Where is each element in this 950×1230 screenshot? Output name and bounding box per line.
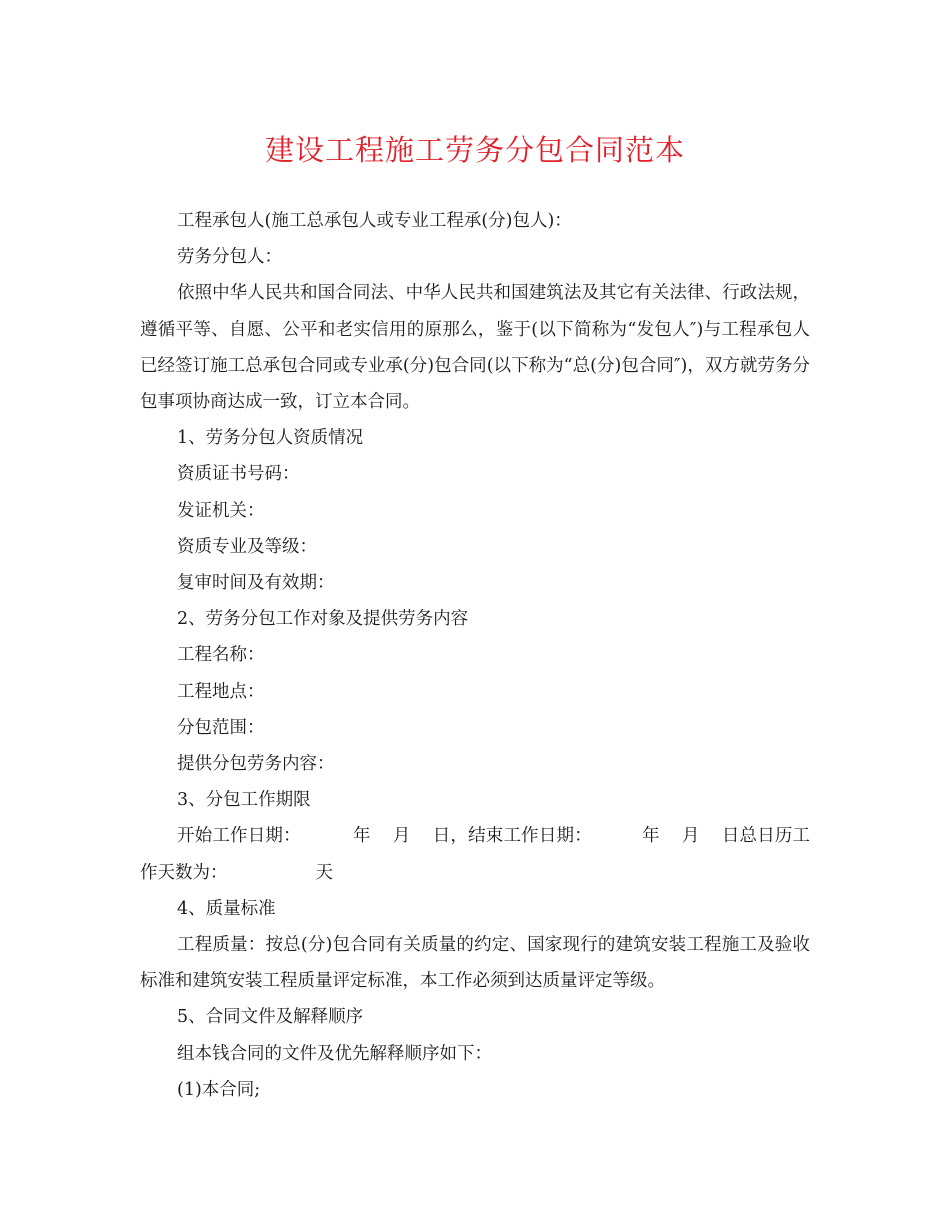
section-heading-documents: 5、合同文件及解释顺序 <box>177 1007 364 1028</box>
end-year-unit: 年 <box>641 826 660 847</box>
field-project-location: 工程地点： <box>177 681 265 702</box>
field-issuing-authority: 发证机关： <box>177 500 265 521</box>
field-certificate-number: 资质证书号码： <box>177 464 300 485</box>
paragraph-documents-order: 组本钱合同的文件及优先解释顺序如下： <box>177 1043 492 1064</box>
field-project-name: 工程名称： <box>177 645 265 666</box>
end-month-unit: 月 <box>681 826 700 847</box>
document-title: 建设工程施工劳务分包合同范本 <box>264 133 685 167</box>
field-subcontract-scope: 分包范围： <box>177 717 265 738</box>
paragraph-subcontractor: 劳务分包人： <box>177 247 282 268</box>
field-qualification-grade: 资质专业及等级： <box>177 536 317 557</box>
paragraph-quality: 工程质量：按总(分)包合同有关质量的约定、国家现行的建筑安装工程施工及验收标准和建筑安装工程质量评定标准，本工作必须到达质量评定等级。 <box>140 935 810 992</box>
document-body <box>140 203 810 1108</box>
field-labor-content: 提供分包劳务内容： <box>177 754 335 775</box>
end-date-label: 日，结束工作日期： <box>432 826 592 847</box>
days-unit: 天 <box>315 862 333 883</box>
paragraph-contractor: 工程承包人(施工总承包人或专业工程承(分)包人)： <box>177 211 572 231</box>
section-heading-qualification: 1、劳务分包人资质情况 <box>177 428 364 449</box>
start-month-unit: 月 <box>392 826 411 847</box>
list-item-contract: (1)本合同; <box>177 1079 261 1100</box>
section-heading-quality: 4、质量标准 <box>177 898 276 919</box>
start-date-label: 开始工作日期： <box>177 826 301 847</box>
field-work-period <box>140 818 810 890</box>
field-review-validity: 复审时间及有效期： <box>177 573 335 594</box>
paragraph-preamble: 依照中华人民共和国合同法、中华人民共和国建筑法及其它有关法律、行政法规，遵循平等、自愿、公平和老实信用的原那么，鉴于(以下简称为“发包人″)与工程承包人已经签订施工总承包合同或专业承(分)包合同(以下称为“总(分)包合同″)，双方就劳务分包事项协商达成一致，订立本合同。 <box>140 283 810 413</box>
total-days-label: 日总日历工作天数为： <box>140 826 811 883</box>
section-heading-work-period: 3、分包工作期限 <box>177 790 311 811</box>
section-heading-work-scope: 2、劳务分包工作对象及提供劳务内容 <box>177 609 469 630</box>
start-year-unit: 年 <box>352 826 371 847</box>
